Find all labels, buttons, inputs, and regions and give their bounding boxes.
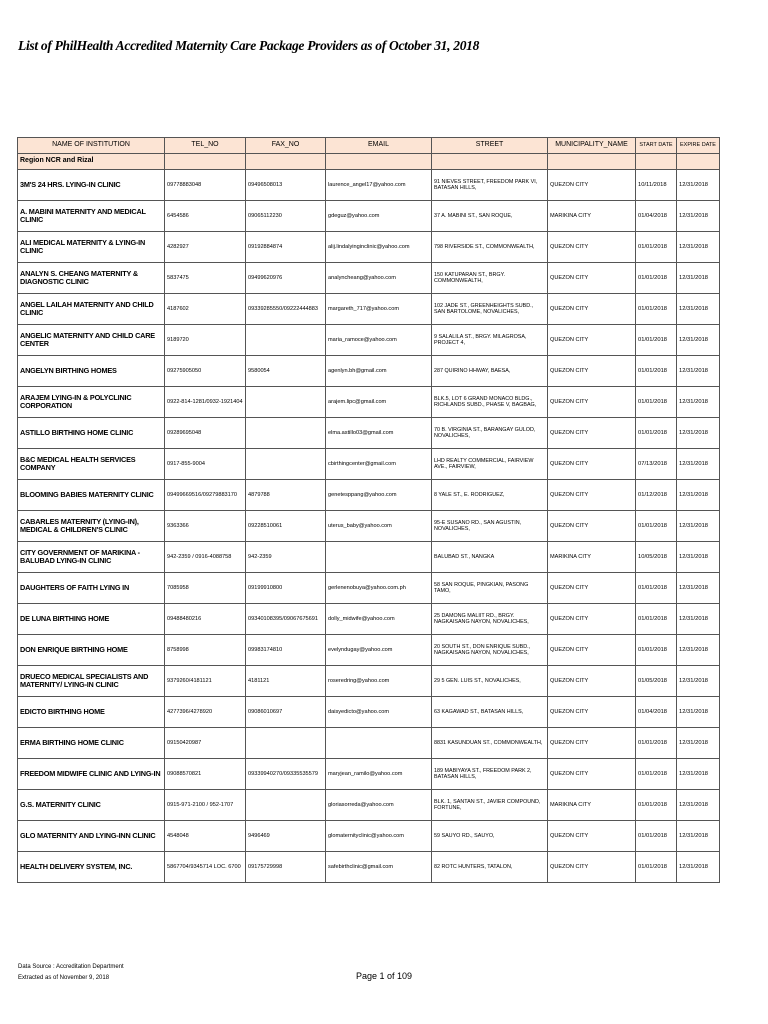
- street-cell: LHD REALTY COMMERCIAL, FAIRVIEW AVE., FAIRVIEW,: [432, 449, 548, 480]
- municipality-cell: QUEZON CITY: [548, 573, 636, 604]
- column-header-start-date: START DATE: [636, 138, 677, 154]
- fax-no-cell: [246, 387, 326, 418]
- start-date-cell: 01/01/2018: [636, 821, 677, 852]
- table-row: [18, 604, 720, 635]
- institution-name-cell: CABARLES MATERNITY (LYING-IN), MEDICAL & CHILDREN'S CLINIC: [18, 511, 165, 542]
- expire-date-cell: 12/31/2018: [677, 480, 720, 511]
- fax-no-cell: 09192884874: [246, 232, 326, 263]
- expire-date-cell: 12/31/2018: [677, 356, 720, 387]
- street-cell: 82 ROTC HUNTERS, TATALON,: [432, 852, 548, 883]
- table-row: [18, 201, 720, 232]
- expire-date-cell: 12/31/2018: [677, 573, 720, 604]
- fax-no-cell: 9580054: [246, 356, 326, 387]
- institution-name-cell: ANGEL LAILAH MATERNITY AND CHILD CLINIC: [18, 294, 165, 325]
- table-row: [18, 170, 720, 201]
- municipality-cell: QUEZON CITY: [548, 170, 636, 201]
- street-cell: 25 DAMONG MALIIT RD., BRGY. NAGKAISANG NAYON, NOVALICHES,: [432, 604, 548, 635]
- start-date-cell: 01/05/2018: [636, 666, 677, 697]
- table-row: [18, 759, 720, 790]
- expire-date-cell: 12/31/2018: [677, 728, 720, 759]
- tel-no-cell: 09275905050: [165, 356, 246, 387]
- email-cell: gerlenenobuya@yahoo.com.ph: [326, 573, 432, 604]
- street-cell: 150 KATUPARAN ST., BRGY. COMMONWEALTH,: [432, 263, 548, 294]
- table-row: [18, 356, 720, 387]
- institution-name-cell: DE LUNA BIRTHING HOME: [18, 604, 165, 635]
- street-cell: 9 SALALILA ST., BRGY. MILAGROSA, PROJECT 4,: [432, 325, 548, 356]
- municipality-cell: QUEZON CITY: [548, 294, 636, 325]
- extraction-date-note: Extracted as of November 9, 2018: [18, 975, 110, 981]
- providers-table: [17, 137, 720, 883]
- table-row: [18, 635, 720, 666]
- email-cell: dolly_midwife@yahoo.com: [326, 604, 432, 635]
- municipality-cell: QUEZON CITY: [548, 480, 636, 511]
- tel-no-cell: 8758998: [165, 635, 246, 666]
- street-cell: 287 QUIRINO HHWAY, BAESA,: [432, 356, 548, 387]
- expire-date-cell: 12/31/2018: [677, 542, 720, 573]
- tel-no-cell: 09289695048: [165, 418, 246, 449]
- street-cell: 29 5 GEN. LUIS ST., NOVALICHES,: [432, 666, 548, 697]
- region-label: Region NCR and Rizal: [18, 154, 165, 170]
- institution-name-cell: ANGELYN BIRTHING HOMES: [18, 356, 165, 387]
- start-date-cell: 01/01/2018: [636, 728, 677, 759]
- fax-no-cell: 09983174810: [246, 635, 326, 666]
- table-row: [18, 263, 720, 294]
- expire-date-cell: 12/31/2018: [677, 170, 720, 201]
- table-row: [18, 325, 720, 356]
- table-row: [18, 542, 720, 573]
- expire-date-cell: 12/31/2018: [677, 263, 720, 294]
- fax-no-cell: 09175729998: [246, 852, 326, 883]
- institution-name-cell: DAUGHTERS OF FAITH LYING IN: [18, 573, 165, 604]
- email-cell: roseredring@yahoo.com: [326, 666, 432, 697]
- street-cell: 20 SOUTH ST., DON ENRIQUE SUBD., NAGKAISANG NAYON, NOVALICHES,: [432, 635, 548, 666]
- expire-date-cell: 12/31/2018: [677, 697, 720, 728]
- municipality-cell: QUEZON CITY: [548, 325, 636, 356]
- region-row: [18, 154, 720, 170]
- table-row: [18, 790, 720, 821]
- tel-no-cell: 4548048: [165, 821, 246, 852]
- tel-no-cell: 09778883048: [165, 170, 246, 201]
- column-header-street: STREET: [432, 138, 548, 154]
- street-cell: BLK. 1, SANTAN ST., JAVIER COMPOUND, FORTUNE,: [432, 790, 548, 821]
- fax-no-cell: [246, 728, 326, 759]
- institution-name-cell: ARAJEM LYING-IN & POLYCLINIC CORPORATION: [18, 387, 165, 418]
- expire-date-cell: 12/31/2018: [677, 232, 720, 263]
- fax-no-cell: 4879788: [246, 480, 326, 511]
- institution-name-cell: ALI MEDICAL MATERNITY & LYING-IN CLINIC: [18, 232, 165, 263]
- municipality-cell: QUEZON CITY: [548, 821, 636, 852]
- email-cell: alij.lindalyinginclinic@yahoo.com: [326, 232, 432, 263]
- start-date-cell: 01/12/2018: [636, 480, 677, 511]
- street-cell: 63 KAGAWAD ST., BATASAN HILLS,: [432, 697, 548, 728]
- fax-no-cell: 09228510061: [246, 511, 326, 542]
- start-date-cell: 01/01/2018: [636, 263, 677, 294]
- start-date-cell: 01/01/2018: [636, 232, 677, 263]
- table-row: [18, 511, 720, 542]
- start-date-cell: 01/01/2018: [636, 387, 677, 418]
- fax-no-cell: 09339285550/09222444883: [246, 294, 326, 325]
- street-cell: 189 MABIYAYA ST., FREEDOM PARK 2, BATASAN HILLS,: [432, 759, 548, 790]
- expire-date-cell: 12/31/2018: [677, 325, 720, 356]
- table-row: [18, 449, 720, 480]
- tel-no-cell: 5837475: [165, 263, 246, 294]
- institution-name-cell: ERMA BIRTHING HOME CLINIC: [18, 728, 165, 759]
- tel-no-cell: 0915-971-2100 / 952-1707: [165, 790, 246, 821]
- table-row: [18, 728, 720, 759]
- fax-no-cell: 9496469: [246, 821, 326, 852]
- street-cell: 59 SAUYO RD., SAUYO,: [432, 821, 548, 852]
- email-cell: genetesppang@yahoo.com: [326, 480, 432, 511]
- email-cell: safebirthclinic@gmail.com: [326, 852, 432, 883]
- email-cell: gloriasorreda@yahoo.com: [326, 790, 432, 821]
- table-header-row: [18, 138, 720, 154]
- email-cell: [326, 728, 432, 759]
- institution-name-cell: DON ENRIQUE BIRTHING HOME: [18, 635, 165, 666]
- expire-date-cell: 12/31/2018: [677, 821, 720, 852]
- start-date-cell: 07/13/2018: [636, 449, 677, 480]
- column-header-name: NAME OF INSTITUTION: [18, 138, 165, 154]
- start-date-cell: 10/11/2018: [636, 170, 677, 201]
- start-date-cell: 01/01/2018: [636, 852, 677, 883]
- institution-name-cell: ANGELIC MATERNITY AND CHILD CARE CENTER: [18, 325, 165, 356]
- expire-date-cell: 12/31/2018: [677, 635, 720, 666]
- page-number: Page 1 of 109: [355, 971, 413, 981]
- email-cell: maryjean_ramilo@yahoo.com: [326, 759, 432, 790]
- municipality-cell: QUEZON CITY: [548, 759, 636, 790]
- municipality-cell: QUEZON CITY: [548, 418, 636, 449]
- institution-name-cell: ANALYN S. CHEANG MATERNITY & DIAGNOSTIC CLINIC: [18, 263, 165, 294]
- expire-date-cell: 12/31/2018: [677, 604, 720, 635]
- tel-no-cell: 4187602: [165, 294, 246, 325]
- municipality-cell: MARIKINA CITY: [548, 542, 636, 573]
- institution-name-cell: BLOOMING BABIES MATERNITY CLINIC: [18, 480, 165, 511]
- data-source-note: Data Source : Accreditation Department: [18, 964, 124, 970]
- table-row: [18, 294, 720, 325]
- expire-date-cell: 12/31/2018: [677, 418, 720, 449]
- street-cell: 798 RIVERSIDE ST., COMMONWEALTH,: [432, 232, 548, 263]
- email-cell: margareth_717@yahoo.com: [326, 294, 432, 325]
- table-row: [18, 852, 720, 883]
- institution-name-cell: DRUECO MEDICAL SPECIALISTS AND MATERNITY/ LYING-IN CLINIC: [18, 666, 165, 697]
- fax-no-cell: [246, 325, 326, 356]
- table-row: [18, 697, 720, 728]
- table-row: [18, 387, 720, 418]
- table-row: [18, 821, 720, 852]
- table-row: [18, 480, 720, 511]
- start-date-cell: 01/01/2018: [636, 325, 677, 356]
- email-cell: laurence_angel17@yahoo.com: [326, 170, 432, 201]
- expire-date-cell: 12/31/2018: [677, 852, 720, 883]
- expire-date-cell: 12/31/2018: [677, 511, 720, 542]
- municipality-cell: QUEZON CITY: [548, 356, 636, 387]
- start-date-cell: 01/01/2018: [636, 356, 677, 387]
- tel-no-cell: 6454586: [165, 201, 246, 232]
- column-header-municipality: MUNICIPALITY_NAME: [548, 138, 636, 154]
- tel-no-cell: 5867704/9345714 LOC. 6700: [165, 852, 246, 883]
- expire-date-cell: 12/31/2018: [677, 790, 720, 821]
- tel-no-cell: 0917-855-9004: [165, 449, 246, 480]
- email-cell: gdeguz@yahoo.com: [326, 201, 432, 232]
- municipality-cell: QUEZON CITY: [548, 263, 636, 294]
- start-date-cell: 01/01/2018: [636, 418, 677, 449]
- municipality-cell: QUEZON CITY: [548, 449, 636, 480]
- fax-no-cell: [246, 790, 326, 821]
- street-cell: BALUBAD ST., NANGKA: [432, 542, 548, 573]
- email-cell: [326, 542, 432, 573]
- start-date-cell: 10/05/2018: [636, 542, 677, 573]
- document-title: List of PhilHealth Accredited Maternity Care Package Providers as of October 31, 2018: [18, 38, 480, 53]
- start-date-cell: 01/01/2018: [636, 294, 677, 325]
- tel-no-cell: 09088570821: [165, 759, 246, 790]
- street-cell: 37 A. MABINI ST., SAN ROQUE,: [432, 201, 548, 232]
- start-date-cell: 01/01/2018: [636, 790, 677, 821]
- municipality-cell: QUEZON CITY: [548, 232, 636, 263]
- table-row: [18, 232, 720, 263]
- street-cell: BLK.5, LOT 6 GRAND MONACO BLDG., RICHLANDS SUBD., PHASE V, BAGBAG,: [432, 387, 548, 418]
- fax-no-cell: 09499620976: [246, 263, 326, 294]
- institution-name-cell: ASTILLO BIRTHING HOME CLINIC: [18, 418, 165, 449]
- column-header-email: EMAIL: [326, 138, 432, 154]
- fax-no-cell: 4181121: [246, 666, 326, 697]
- expire-date-cell: 12/31/2018: [677, 201, 720, 232]
- email-cell: maria_ramoce@yahoo.com: [326, 325, 432, 356]
- municipality-cell: QUEZON CITY: [548, 635, 636, 666]
- start-date-cell: 01/01/2018: [636, 759, 677, 790]
- fax-no-cell: 942-2359: [246, 542, 326, 573]
- institution-name-cell: EDICTO BIRTHING HOME: [18, 697, 165, 728]
- municipality-cell: QUEZON CITY: [548, 387, 636, 418]
- street-cell: 58 SAN ROQUE, PINGKIAN, PASONG TAMO,: [432, 573, 548, 604]
- email-cell: daisyedicto@yahoo.com: [326, 697, 432, 728]
- institution-name-cell: A. MABINI MATERNITY AND MEDICAL CLINIC: [18, 201, 165, 232]
- tel-no-cell: 9379260/4181121: [165, 666, 246, 697]
- email-cell: agenlyn.bh@gmail.com: [326, 356, 432, 387]
- start-date-cell: 01/01/2018: [636, 573, 677, 604]
- email-cell: analyncheang@yahoo.com: [326, 263, 432, 294]
- municipality-cell: QUEZON CITY: [548, 511, 636, 542]
- tel-no-cell: 4277396/4278920: [165, 697, 246, 728]
- fax-no-cell: 09199910800: [246, 573, 326, 604]
- start-date-cell: 01/01/2018: [636, 511, 677, 542]
- start-date-cell: 01/04/2018: [636, 697, 677, 728]
- expire-date-cell: 12/31/2018: [677, 759, 720, 790]
- fax-no-cell: [246, 449, 326, 480]
- expire-date-cell: 12/31/2018: [677, 449, 720, 480]
- street-cell: 8831 KASUNDUAN ST., COMMONWEALTH,: [432, 728, 548, 759]
- email-cell: elma.astillo03@gmail.com: [326, 418, 432, 449]
- tel-no-cell: 09488480216: [165, 604, 246, 635]
- tel-no-cell: 09150420987: [165, 728, 246, 759]
- institution-name-cell: FREEDOM MIDWIFE CLINIC AND LYING-IN: [18, 759, 165, 790]
- municipality-cell: QUEZON CITY: [548, 852, 636, 883]
- street-cell: 91 NIEVES STREET, FREEDOM PARK VI, BATASAN HILLS,: [432, 170, 548, 201]
- municipality-cell: QUEZON CITY: [548, 697, 636, 728]
- email-cell: uterus_baby@yahoo.com: [326, 511, 432, 542]
- tel-no-cell: 7085958: [165, 573, 246, 604]
- column-header-fax: FAX_NO: [246, 138, 326, 154]
- institution-name-cell: GLO MATERNITY AND LYING-INN CLINIC: [18, 821, 165, 852]
- municipality-cell: QUEZON CITY: [548, 728, 636, 759]
- institution-name-cell: CITY GOVERNMENT OF MARIKINA - BALUBAD LYING-IN CLINIC: [18, 542, 165, 573]
- institution-name-cell: HEALTH DELIVERY SYSTEM, INC.: [18, 852, 165, 883]
- fax-no-cell: 09339940270/09335535579: [246, 759, 326, 790]
- municipality-cell: QUEZON CITY: [548, 604, 636, 635]
- street-cell: 8 YALE ST., E. RODRIGUEZ,: [432, 480, 548, 511]
- fax-no-cell: 09340108395/09067675691: [246, 604, 326, 635]
- institution-name-cell: G.S. MATERNITY CLINIC: [18, 790, 165, 821]
- municipality-cell: QUEZON CITY: [548, 666, 636, 697]
- expire-date-cell: 12/31/2018: [677, 387, 720, 418]
- tel-no-cell: 4282927: [165, 232, 246, 263]
- start-date-cell: 01/04/2018: [636, 201, 677, 232]
- municipality-cell: MARIKINA CITY: [548, 201, 636, 232]
- tel-no-cell: 942-2359 / 0916-4088758: [165, 542, 246, 573]
- table-row: [18, 666, 720, 697]
- start-date-cell: 01/01/2018: [636, 635, 677, 666]
- email-cell: glomaternityclinic@yahoo.com: [326, 821, 432, 852]
- tel-no-cell: 9189720: [165, 325, 246, 356]
- start-date-cell: 01/01/2018: [636, 604, 677, 635]
- fax-no-cell: [246, 418, 326, 449]
- street-cell: 95-E SUSANO RD., SAN AGUSTIN, NOVALICHES,: [432, 511, 548, 542]
- institution-name-cell: B&C MEDICAL HEALTH SERVICES COMPANY: [18, 449, 165, 480]
- tel-no-cell: 09499669516/09279883170: [165, 480, 246, 511]
- tel-no-cell: 0922-814-1281/0932-1921404: [165, 387, 246, 418]
- municipality-cell: MARIKINA CITY: [548, 790, 636, 821]
- email-cell: cbirthingcenter@gmail.com: [326, 449, 432, 480]
- table-row: [18, 418, 720, 449]
- street-cell: 102 JADE ST., GREENHEIGHTS SUBD., SAN BARTOLOME, NOVALICHES,: [432, 294, 548, 325]
- column-header-tel: TEL_NO: [165, 138, 246, 154]
- expire-date-cell: 12/31/2018: [677, 666, 720, 697]
- tel-no-cell: 9363366: [165, 511, 246, 542]
- street-cell: 70 B. VIRGINIA ST., BARANGAY GULOD, NOVALICHES,: [432, 418, 548, 449]
- column-header-expire-date: EXPIRE DATE: [677, 138, 720, 154]
- email-cell: arajem.lipc@gmail.com: [326, 387, 432, 418]
- fax-no-cell: 09065112230: [246, 201, 326, 232]
- fax-no-cell: 09086010697: [246, 697, 326, 728]
- expire-date-cell: 12/31/2018: [677, 294, 720, 325]
- institution-name-cell: 3M'S 24 HRS. LYING-IN CLINIC: [18, 170, 165, 201]
- email-cell: evelyndugay@yahoo.com: [326, 635, 432, 666]
- table-row: [18, 573, 720, 604]
- fax-no-cell: 09496508013: [246, 170, 326, 201]
